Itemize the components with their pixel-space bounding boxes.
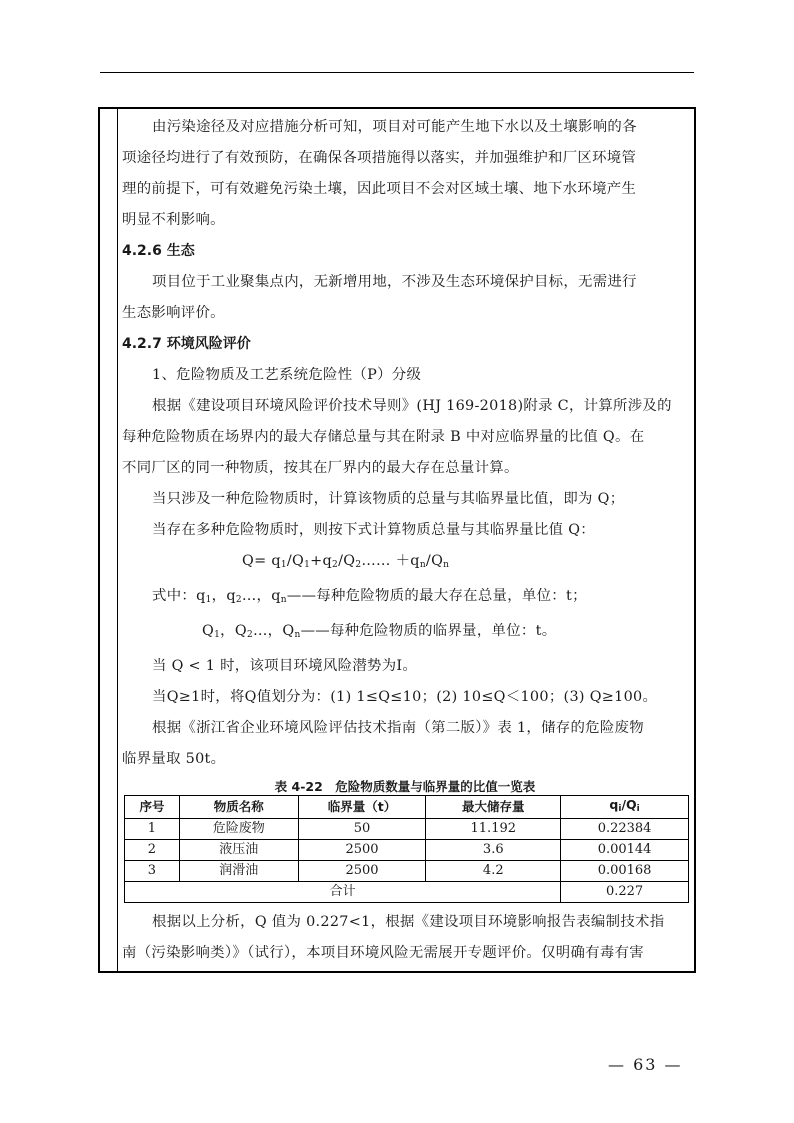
paragraph-pollution-line: 理的前提下，可有效避免污染土壤，因此项目不会对区域土壤、地下水环境产生: [122, 181, 637, 197]
paragraph-guideline: 根据《建设项目环境风险评价技术导则》(HJ 169-2018)附录 C，计算所涉及的: [152, 398, 672, 414]
cell-total-value: 0.227: [561, 882, 689, 903]
header-threshold: 临界量（t）: [298, 796, 426, 819]
cell-threshold: 50: [298, 819, 426, 840]
hazard-ratio-table: [124, 795, 689, 903]
paragraph-pollution-line: 明显不利影响。: [122, 212, 225, 228]
cell-threshold: 2500: [298, 861, 426, 882]
header-index: 序号: [125, 796, 180, 819]
table-row: [125, 819, 689, 840]
document-body-after-table: [122, 907, 688, 969]
formula-where-Q: $Q_1$，$Q_2\dots$，$Q_n——$每种危险物质的临界量，单位：t。: [202, 623, 557, 640]
formula-where-q: 式中：$q_1$，$q_2\dots$，$q_n——$每种危险物质的最大存在总量，单位：t；: [152, 588, 587, 605]
cell-ratio: 0.00168: [561, 861, 689, 882]
paragraph-zhejiang-line: 临界量取 50t。: [122, 751, 226, 767]
formula: $Q= q_1/Q_1+q_2/Q_2\dots\dots +q_n/Q_n$: [242, 553, 450, 570]
paragraph-guideline-line: 每种危险物质在场界内的最大存储总量与其在附录 B 中对应临界量的比值 Q。在: [122, 429, 645, 445]
paragraph-pollution-line: 项途径均进行了有效预防，在确保各项措施得以落实，并加强维护和厂区环境管: [122, 150, 637, 166]
cell-index: 2: [125, 840, 180, 861]
paragraph-ecology: 项目位于工业聚集点内，无新增用地，不涉及生态环境保护目标，无需进行: [152, 274, 637, 290]
paragraph-pollution: 由污染途径及对应措施分析可知，项目对可能产生地下水以及土壤影响的各: [152, 119, 637, 135]
section-heading-ecology: 4.2.6 生态: [122, 243, 195, 259]
paragraph-conclusion-line: 南（污染影响类）》（试行），本项目环境风险无需展开专题评价。仅明确有毒有害: [122, 945, 644, 961]
cell-substance: 液压油: [179, 840, 298, 861]
paragraph-guideline-line: 不同厂区的同一种物质，按其在厂界内的最大存在总量计算。: [122, 460, 519, 476]
document-body: [122, 112, 688, 794]
header-ratio: $q_i/Q_i$: [561, 796, 689, 819]
cell-threshold: 2500: [298, 840, 426, 861]
cell-substance: 润滑油: [179, 861, 298, 882]
cell-total-label: 合计: [125, 882, 561, 903]
table-caption: 表 4-22 危险物质数量与临界量的比值一览表: [274, 779, 536, 794]
paragraph-single: 当只涉及一种危险物质时，计算该物质的总量与其临界量比值，即为 Q；: [152, 491, 625, 507]
header-max-storage: 最大储存量: [426, 796, 561, 819]
header-substance: 物质名称: [179, 796, 298, 819]
paragraph-multiple: 当存在多种危险物质时，则按下式计算物质总量与其临界量比值 Q：: [152, 522, 596, 538]
page-number: — 63 —: [608, 1055, 683, 1074]
cell-index: 1: [125, 819, 180, 840]
cell-max-storage: 3.6: [426, 840, 561, 861]
table-row: [125, 840, 689, 861]
frame-left-column: [100, 109, 118, 971]
cell-ratio: 0.00144: [561, 840, 689, 861]
table-row: [125, 861, 689, 882]
paragraph-zhejiang: 根据《浙江省企业环境风险评估技术指南（第二版）》表 1，储存的危险废物: [152, 720, 644, 736]
table-total-row: [125, 882, 689, 903]
table-header-row: [125, 796, 689, 819]
section-heading-risk: 4.2.7 环境风险评价: [122, 336, 251, 352]
cell-max-storage: 11.192: [426, 819, 561, 840]
paragraph-risk-intro: 1、危险物质及工艺系统危险性（P）分级: [152, 367, 422, 383]
header-rule: [100, 72, 694, 73]
paragraph-ecology-line: 生态影响评价。: [122, 305, 225, 321]
paragraph-q-ranges: 当Q≥1时，将Q值划分为：(1) 1≤Q≤10；(2) 10≤Q＜100；(3) Q≥100。: [152, 689, 658, 705]
paragraph-conclusion: 根据以上分析，Q 值为 0.227<1，根据《建设项目环境影响报告表编制技术指: [152, 914, 665, 930]
cell-index: 3: [125, 861, 180, 882]
cell-ratio: 0.22384: [561, 819, 689, 840]
cell-max-storage: 4.2: [426, 861, 561, 882]
paragraph-q-less-1: 当 Q < 1 时，该项目环境风险潜势为Ⅰ。: [152, 658, 418, 674]
cell-substance: 危险废物: [179, 819, 298, 840]
